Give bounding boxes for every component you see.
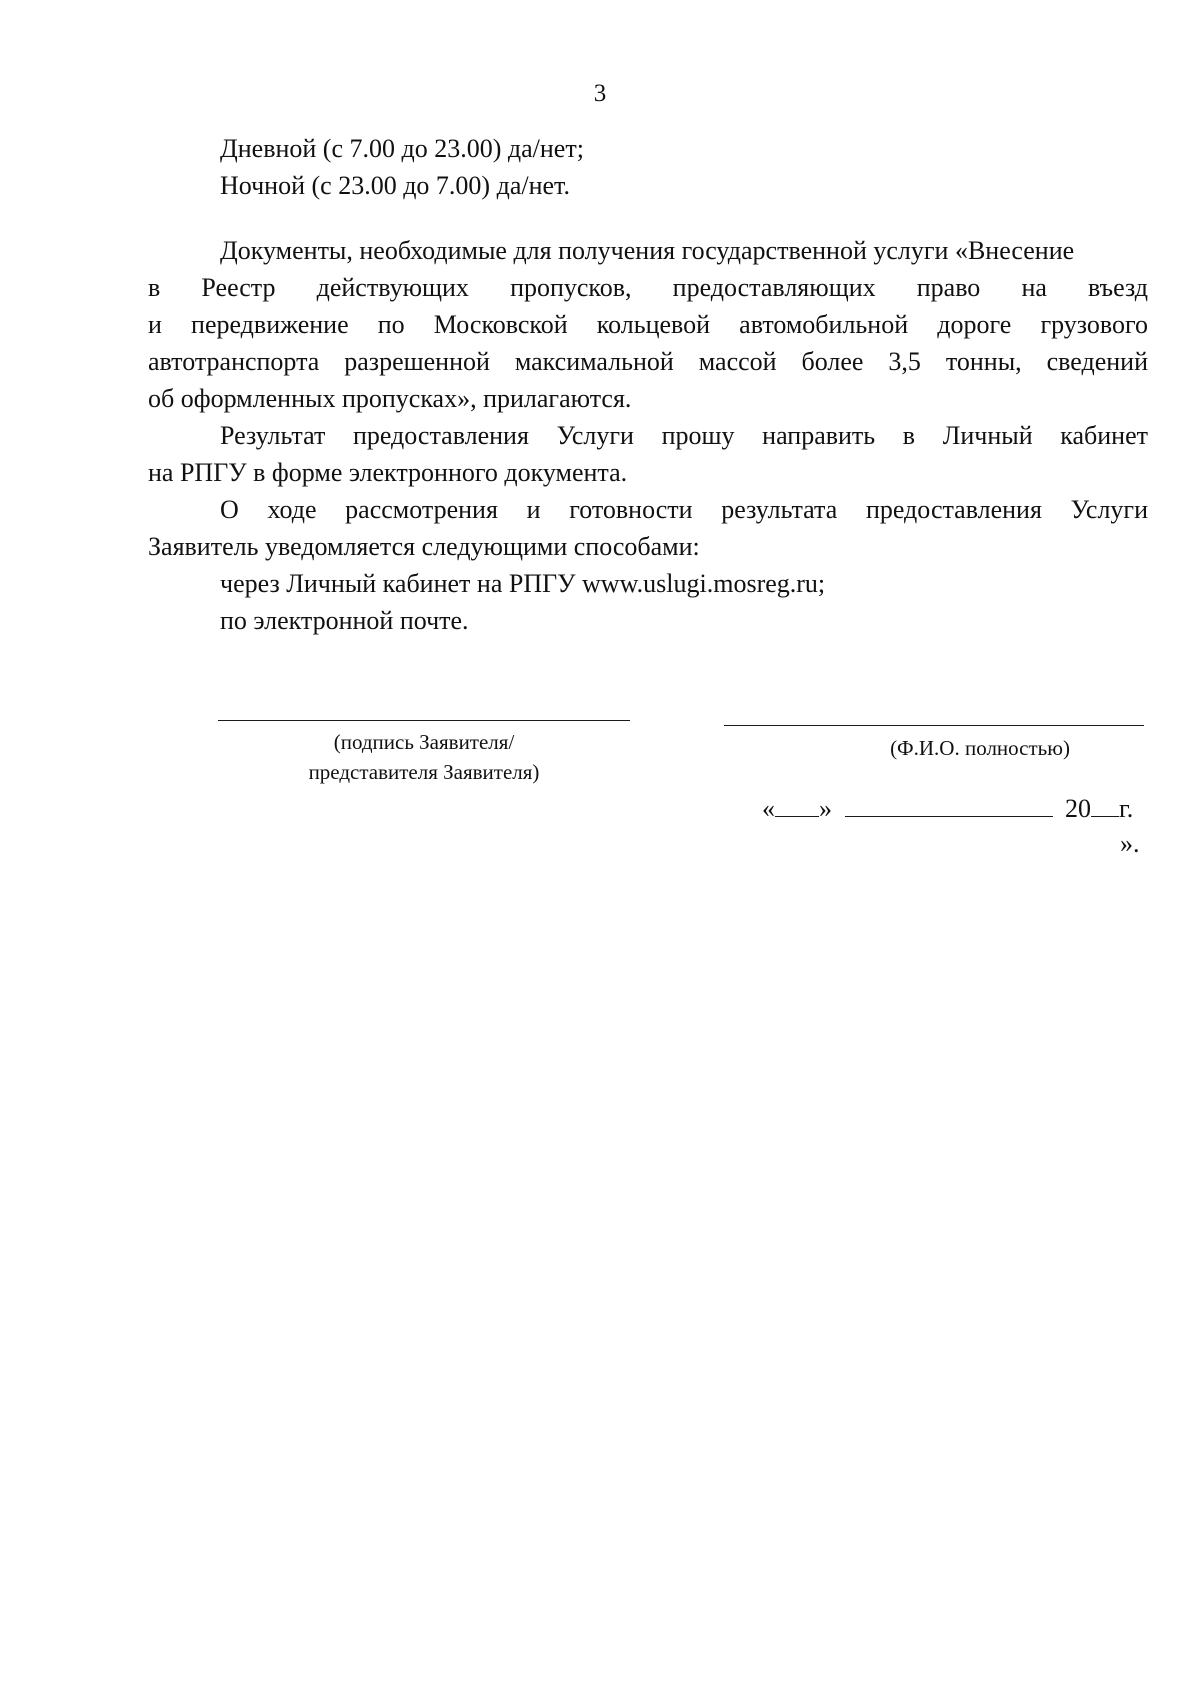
signature-caption-line-2: представителя Заявителя) [308, 760, 540, 784]
result-paragraph-line-1: Результат предоставления Услуги прошу направить в Личный кабинет [220, 421, 1148, 450]
date-year-suffix: г. [1119, 794, 1134, 823]
documents-paragraph-line-4: автотранспорта разрешенной максимальной массой более 3,5 тонны, сведений [148, 347, 1148, 376]
date-month-blank [845, 792, 1053, 817]
schedule-block [148, 130, 1148, 204]
documents-paragraph-line-3: и передвижение по Московской кольцевой автомобильной дороге грузового [148, 310, 1148, 339]
full-name-caption: (Ф.И.О. полностью) [890, 736, 1070, 760]
signature-caption [218, 727, 630, 787]
night-mode-line: Ночной (с 23.00 до 7.00) да/нет. [220, 171, 570, 200]
full-name-line [724, 725, 1144, 726]
date-year-blank [1091, 792, 1119, 817]
signature-line [218, 720, 630, 721]
page-number: 3 [593, 80, 607, 107]
documents-paragraph-line-2: в Реестр действующих пропусков, предоставляющих право на въезд [148, 273, 1148, 302]
main-text [148, 232, 1148, 639]
date-open-quote: « [762, 794, 775, 823]
documents-paragraph-line-1: Документы, необходимые для получения государственной услуги «Внесение [220, 236, 1075, 265]
date-field [762, 792, 1133, 825]
notification-method-portal: через Личный кабинет на РПГУ www.uslugi.mosreg.ru; [220, 569, 826, 598]
date-year-prefix: 20 [1065, 794, 1091, 823]
documents-paragraph-line-5: об оформленных пропусках», прилагаются. [148, 384, 632, 413]
progress-paragraph-line-1: О ходе рассмотрения и готовности результата предоставления Услуги [220, 495, 1148, 524]
progress-paragraph-line-2: Заявитель уведомляется следующими способами: [148, 532, 700, 561]
signature-caption-line-1: (подпись Заявителя/ [333, 730, 515, 754]
notification-method-email: по электронной почте. [220, 606, 469, 635]
date-day-blank [775, 792, 819, 817]
result-paragraph-line-2: на РПГУ в форме электронного документа. [148, 458, 628, 487]
day-mode-line: Дневной (с 7.00 до 23.00) да/нет; [220, 134, 584, 163]
date-close-quote: » [819, 794, 832, 823]
closing-quote: ». [1120, 829, 1140, 858]
